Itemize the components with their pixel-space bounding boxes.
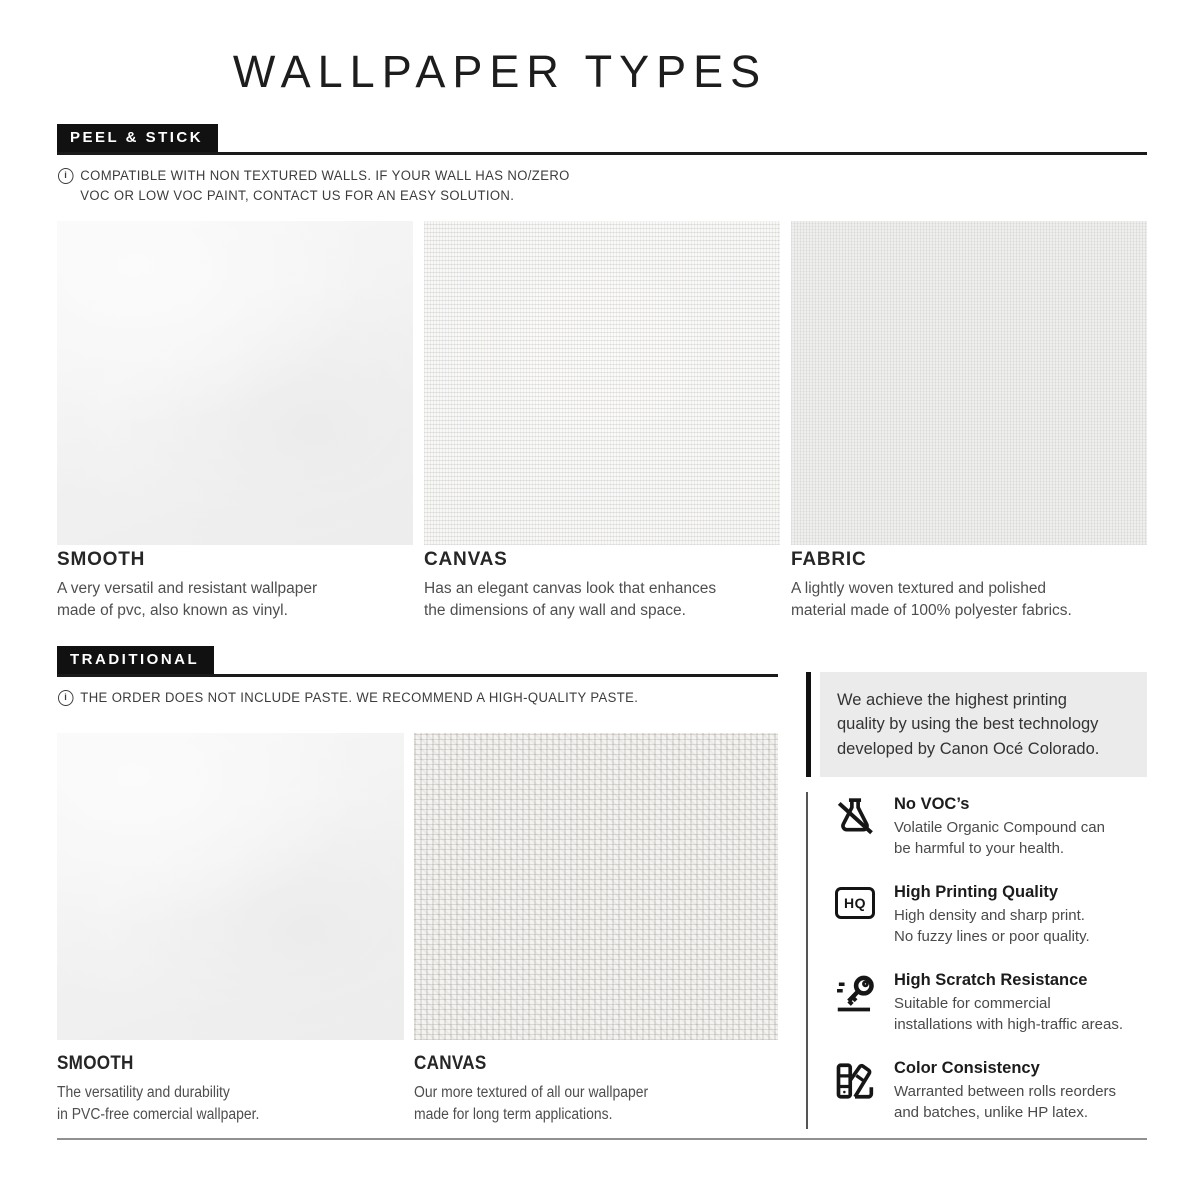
type-description: The versatility and durability in PVC-free comercial wallpaper. (57, 1084, 260, 1123)
quote-text: We achieve the highest printing quality by using the best technology developed by Canon Océ Colorado. (820, 672, 1147, 777)
type-name: SMOOTH (57, 1053, 134, 1074)
info-icon: i (58, 690, 74, 706)
key-scratch-icon (833, 971, 877, 1015)
feature-no-voc (833, 795, 1147, 859)
traditional-note (58, 688, 638, 708)
feature-color-consistency (833, 1059, 1147, 1123)
type-name: SMOOTH (57, 549, 146, 570)
no-voc-flask-icon (833, 795, 877, 839)
type-name: CANVAS (424, 549, 508, 570)
note-line: COMPATIBLE WITH NON TEXTURED WALLS. IF YOUR WALL HAS NO/ZERO (80, 168, 570, 183)
fabric-texture-sample (791, 221, 1147, 545)
color-swatches-icon (833, 1059, 877, 1103)
info-icon: i (58, 168, 74, 184)
caption-fabric (791, 549, 1147, 621)
feature-description: High density and sharp print. No fuzzy lines or poor quality. (894, 907, 1090, 945)
type-description: A lightly woven textured and polished material made of 100% polyester fabrics. (791, 580, 1072, 619)
feature-description: Warranted between rolls reorders and batches, unlike HP latex. (894, 1083, 1117, 1121)
caption-canvas (414, 1053, 742, 1125)
smooth-texture-sample (57, 733, 404, 1040)
note-line: THE ORDER DOES NOT INCLUDE PASTE. WE RECOMMEND A HIGH-QUALITY PASTE. (80, 690, 639, 705)
type-description: A very versatil and resistant wallpaper made of pvc, also known as vinyl. (57, 580, 318, 619)
bottom-divider (57, 1138, 1147, 1140)
feature-high-printing-quality (833, 883, 1147, 947)
peel-stick-badge: PEEL & STICK (57, 124, 218, 152)
feature-description: Suitable for commercial installations with high-traffic areas. (894, 995, 1123, 1033)
smooth-texture-sample (57, 221, 413, 545)
canvas-texture-sample (414, 733, 778, 1040)
traditional-captions (57, 1053, 778, 1125)
note-line: VOC OR LOW VOC PAINT, CONTACT US FOR AN EASY SOLUTION. (80, 188, 515, 204)
caption-smooth (57, 1053, 369, 1125)
peel-stick-captions (57, 549, 1147, 621)
traditional-badge: TRADITIONAL (57, 646, 214, 674)
caption-smooth (57, 549, 413, 621)
peel-stick-note (58, 166, 570, 207)
quote-accent-bar (806, 672, 811, 777)
page-title: WALLPAPER TYPES (232, 46, 768, 97)
type-description: Our more textured of all our wallpaper made for long term applications. (414, 1084, 649, 1123)
feature-title: Color Consistency (894, 1059, 1040, 1078)
feature-title: High Printing Quality (894, 883, 1059, 902)
feature-list (806, 792, 1147, 1129)
traditional-swatch-row (57, 733, 778, 1040)
feature-title: No VOC’s (894, 795, 970, 813)
feature-description: Volatile Organic Compound can be harmful to your health. (894, 819, 1105, 857)
traditional-section-header (57, 646, 778, 677)
hq-badge-icon: HQ (833, 883, 877, 927)
canvas-texture-sample (424, 221, 780, 545)
type-name: FABRIC (791, 549, 867, 570)
type-name: CANVAS (414, 1053, 487, 1074)
printing-quality-quote (806, 672, 1147, 777)
peel-stick-swatch-row (57, 221, 1147, 545)
type-description: Has an elegant canvas look that enhances the dimensions of any wall and space. (424, 580, 717, 619)
peel-stick-section-header (57, 124, 1147, 155)
caption-canvas (424, 549, 780, 621)
feature-high-scratch-resistance (833, 971, 1147, 1035)
feature-title: High Scratch Resistance (894, 971, 1088, 990)
